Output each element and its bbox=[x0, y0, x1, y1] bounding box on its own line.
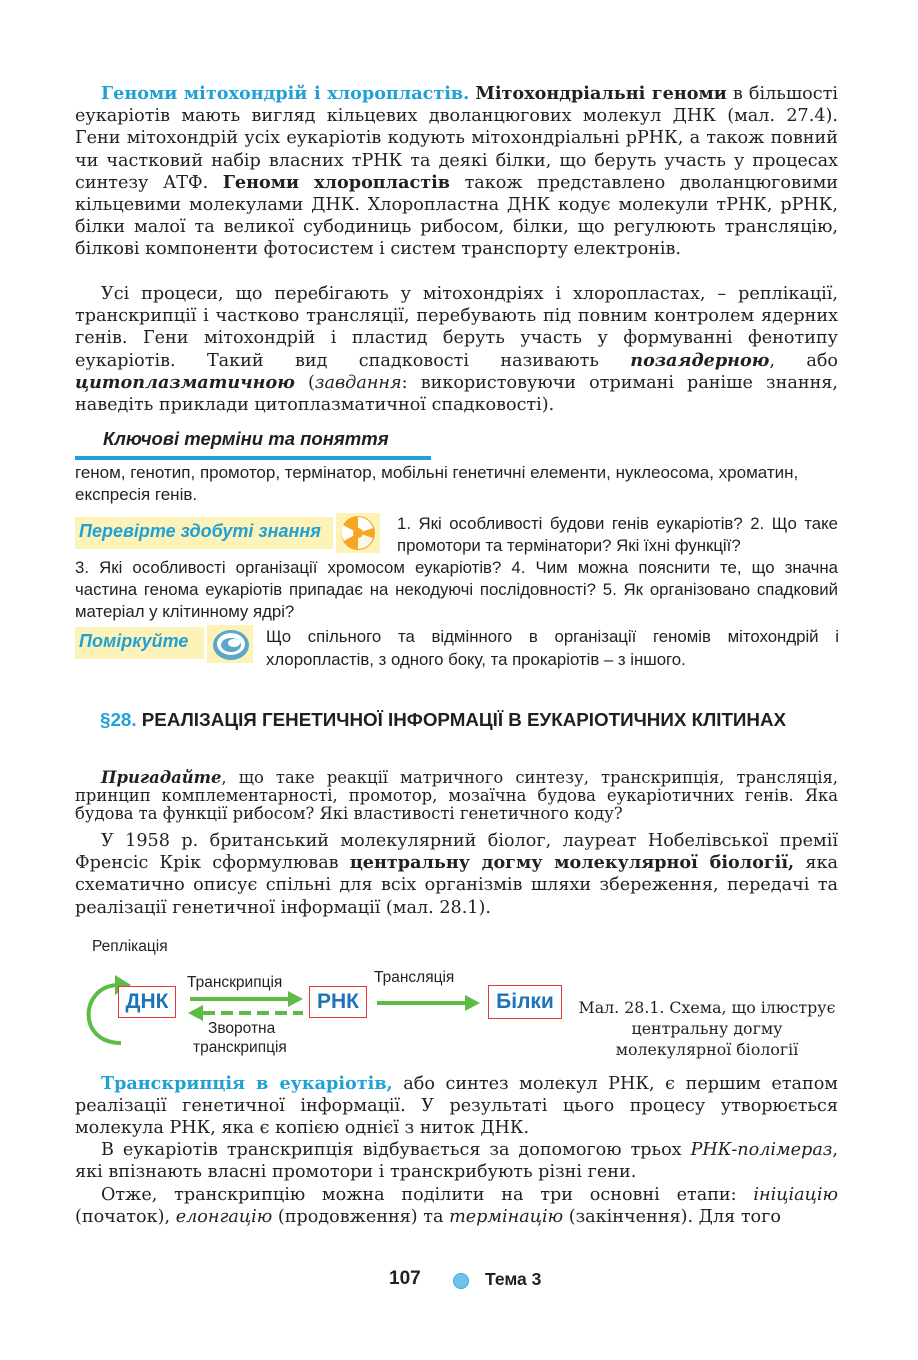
paragraph-organelle-genomes: Геноми мітохондрій і хлоропластів. Мітохондріальні геноми в більшості еукаріотів мають вигляд кільцевих дволанцюгових молекул ДНК (мал. 27.4). Гени мітохондрій усіх еукаріотів кодують мітохондріальні рРНК, а також повний чи частковий набір власних тРНК та деякі білки, що беруть участь у процесах синтезу АТФ. Геноми хлоропластів також представлено дволанцюговими кільцевими молекулами ДНК. Хлоропластна ДНК кодує молекули тРНК, рРНК, білки малої та великої субодиниць рибосом, білки, що регулюють трансляцію, білкові компоненти фотосистем і систем транспорту електронів. bbox=[75, 83, 838, 260]
box-rna: РНК bbox=[309, 986, 367, 1018]
term-cytoplasmic: цитоплазматичною bbox=[75, 371, 295, 393]
rings-icon bbox=[207, 625, 253, 663]
term-elongation: елонгацію bbox=[175, 1207, 273, 1228]
paragraph-rna-polymerases: В еукаріотів транскрипція відбувається за допомогою трьох РНК-полімераз, які впізнають власні промотори і транскрибують різні гени. bbox=[75, 1140, 838, 1183]
check-questions-part1: 1. Які особливості будови генів еукаріотів? 2. Що таке промотори та термінатори? Які їхні функції? bbox=[397, 514, 838, 555]
paragraph-lead: Геноми мітохондрій і хлоропластів. bbox=[101, 83, 470, 104]
label-replication: Реплікація bbox=[92, 938, 168, 955]
term-initiation: ініціацію bbox=[753, 1185, 838, 1205]
key-terms-heading: Ключові терміни та поняття bbox=[75, 428, 431, 460]
bullet-dot-icon bbox=[453, 1273, 469, 1289]
reverse-transcription-arrowhead bbox=[188, 1005, 203, 1021]
check-knowledge-label: Перевірте здобуті знання bbox=[75, 517, 333, 549]
label-reverse-transcription-1: Зворотна bbox=[208, 1020, 276, 1037]
spiral-icon bbox=[336, 513, 380, 553]
label-translation: Трансляція bbox=[374, 969, 455, 986]
page-number: 107 bbox=[389, 1268, 421, 1289]
recall-lead: Пригадайте bbox=[101, 768, 222, 787]
term-mitochondrial-genomes: Мітохондріальні геноми bbox=[475, 83, 727, 104]
figure-caption: Мал. 28.1. Схема, що ілюструє центральну догму молекулярної біології bbox=[578, 998, 836, 1059]
check-questions-part2: 3. Які особливості організації хромосом еукаріотів? 4. Чим можна пояснити те, що значна частина генома еукаріотів припадає на некодуючі послідовності? 5. Як організовано спадковий матеріал у клітинному ядрі? bbox=[75, 558, 838, 621]
box-dna: ДНК bbox=[118, 986, 176, 1018]
term-chloroplast-genomes: Геноми хлоропластів bbox=[222, 171, 451, 193]
box-proteins: Білки bbox=[488, 985, 562, 1019]
key-terms-list: геном, генотип, промотор, термінатор, мобільні генетичні елементи, нуклеосома, хроматин, експресія генів. bbox=[75, 463, 799, 504]
paragraph-transcription: Транскрипція в еукаріотів, або синтез молекул РНК, є першим етапом реалізації генетичної інформації. У результаті цього процесу утворюється молекула РНК, яка є копією однієї з ниток ДНК. bbox=[75, 1073, 838, 1139]
topic-label: Тема 3 bbox=[485, 1269, 542, 1289]
term-extranuclear: позаядерною bbox=[630, 349, 770, 371]
term-termination: термінацію bbox=[449, 1207, 564, 1228]
page-footer bbox=[0, 1268, 918, 1294]
label-transcription: Транскрипція bbox=[187, 974, 283, 991]
term-rna-polymerases: РНК-полімераз bbox=[690, 1140, 833, 1160]
paragraph-lead: Транскрипція в еукаріотів, bbox=[101, 1073, 393, 1094]
section-title bbox=[100, 706, 840, 733]
paragraph-central-dogma: У 1958 р. британський молекулярний біолог, лауреат Нобелівської премії Френсіс Крік сформулював центральну догму молекулярної біології, яка схематично описує спільні для всіх організмів шляхи збереження, передачі та реалізації генетичної інформації (мал. 28.1). bbox=[75, 831, 838, 918]
paragraph-cytoplasmic-inheritance: Усі процеси, що перебігають у мітохондріях і хлоропластах, – реплікації, транскрипції і частково трансляції, перебувають під повним контролем ядерних генів. Гени мітохондрій і пластид беруть участь у формуванні фенотипу еукаріотів. Такий вид спадковості називають позаядерною, або цитоплазматичною (завдання: використовуючи отримані раніше знання, наведіть приклади цитоплазматичної спадковості). bbox=[75, 284, 839, 416]
transcription-arrowhead bbox=[288, 991, 303, 1007]
label-reverse-transcription-2: транскрипція bbox=[193, 1039, 287, 1056]
term-central-dogma: центральну догму молекулярної біології, bbox=[349, 852, 795, 874]
translation-arrowhead bbox=[465, 995, 480, 1011]
paragraph-stages: Отже, транскрипцію можна поділити на три основні етапи: ініціацію (початок), елонгацію (продовження) та термінацію (закінчення). Для того bbox=[75, 1185, 838, 1228]
think-question: Що спільного та відмінного в організації геномів мітохондрій і хлоропластів, з одного боку, та прокаріотів – з іншого. bbox=[266, 627, 839, 669]
section-number: §28. bbox=[100, 709, 137, 730]
section-heading-text: РЕАЛІЗАЦІЯ ГЕНЕТИЧНОЇ ІНФОРМАЦІЇ В ЕУКАРІОТИЧНИХ КЛІТИНАХ bbox=[141, 709, 787, 730]
think-label: Поміркуйте bbox=[75, 627, 204, 659]
recall-prompt: Пригадайте, що таке реакції матричного синтезу, транскрипція, трансляція, принцип комплементарності, промотор, мозаїчна будова еукаріотичних генів. Яка будова та функції рибосом? Які властивості генетичного коду? bbox=[75, 768, 838, 823]
